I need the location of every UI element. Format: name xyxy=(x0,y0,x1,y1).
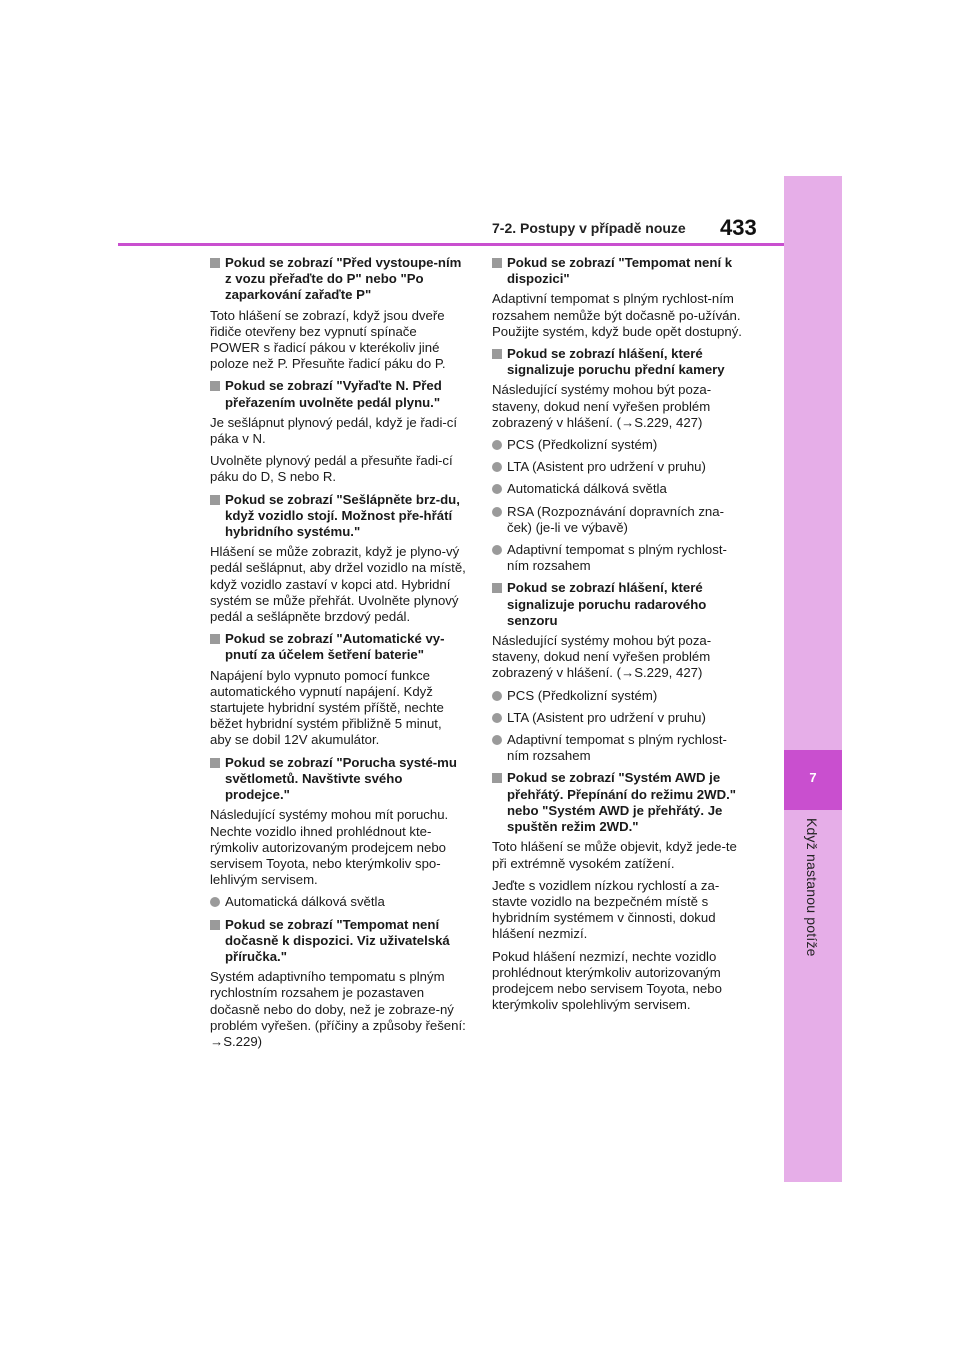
paragraph: Je sešlápnut plynový pedál, když je řadi-cí páka v N. xyxy=(210,414,458,447)
section-heading: Pokud se zobrazí "Automatické vy-pnutí za účelem šetření baterie" xyxy=(210,631,466,663)
section-heading: Pokud se zobrazí hlášení, které signalizuje poruchu radarového senzoru xyxy=(492,580,748,629)
bullet-item: RSA (Rozpoznávání dopravních zna-ček) (je-li ve výbavě) xyxy=(492,504,748,536)
section-heading: Pokud se zobrazí "Vyřaďte N. Před přeřazením uvolněte pedál plynu." xyxy=(210,378,466,410)
section-heading: Pokud se zobrazí "Tempomat není k dispozici" xyxy=(492,255,748,287)
section-title: 7-2. Postupy v případě nouze xyxy=(492,220,686,236)
paragraph: Následující systémy mohou mít poruchu. Nechte vozidlo ihned prohlédnout kte-rýmkoliv autorizovaným prodejcem nebo servisem Toyota, nebo kterýmkoliv spo-lehlivým servisem. xyxy=(210,807,449,888)
paragraph: Následující systémy mohou být poza-staveny, dokud není vyřešen problém zobrazený v hlášení. (→S.229, 427) xyxy=(492,633,712,681)
header-rule xyxy=(118,243,784,246)
left-column xyxy=(210,255,466,1056)
bullet-item: LTA (Asistent pro udržení v pruhu) xyxy=(492,710,748,726)
bullet-item: PCS (Předkolizní systém) xyxy=(492,437,748,453)
bullet-item: Automatická dálková světla xyxy=(492,481,748,497)
bullet-item: LTA (Asistent pro udržení v pruhu) xyxy=(492,459,748,475)
section-heading: Pokud se zobrazí "Před vystoupe-ním z vozu přeřaďte do P" nebo "Po zaparkování zařaďte P" xyxy=(210,255,466,304)
paragraph: Uvolněte plynový pedál a přesuňte řadi-cí páku do D, S nebo R. xyxy=(210,453,453,485)
paragraph: Toto hlášení se zobrazí, když jsou dveře řidiče otevřeny bez vypnutí spínače POWER s řadicí pákou v kterékoliv jiné poloze než P. Přesuňte řadicí páku do P. xyxy=(210,307,446,372)
bullet-item: Adaptivní tempomat s plným rychlost-ním rozsahem xyxy=(492,732,748,764)
paragraph: Systém adaptivního tempomatu s plným rychlostním rozsahem je pozastaven dočasně nebo do doby, než je zobraze-ný problém vyřešen. (příčiny a způsoby řešení: →S.229) xyxy=(210,969,466,1049)
section-heading: Pokud se zobrazí "Tempomat není dočasně k dispozici. Viz uživatelská příručka." xyxy=(210,917,466,966)
paragraph: Pokud hlášení nezmizí, nechte vozidlo prohlédnout kterýmkoliv autorizovaným prodejcem nebo servisem Toyota, nebo kterýmkoliv spolehlivým servisem. xyxy=(492,948,722,1013)
section-heading: Pokud se zobrazí "Systém AWD je přehřátý. Přepínání do režimu 2WD." nebo "Systém AWD je přehřátý. Je spuštěn režim 2WD." xyxy=(492,770,748,835)
chapter-number: 7 xyxy=(809,770,817,785)
page-number: 433 xyxy=(720,215,757,240)
section-heading: Pokud se zobrazí hlášení, které signalizuje poruchu přední kamery xyxy=(492,346,748,378)
bullet-item: Automatická dálková světla xyxy=(210,894,466,910)
bullet-item: PCS (Předkolizní systém) xyxy=(492,688,748,704)
paragraph: Napájení bylo vypnuto pomocí funkce automatického vypnutí napájení. Když startujete hybridní systém příště, nechte běžet hybridní systém přibližně 5 minut, aby se dobil 12V akumulátor. xyxy=(210,667,444,748)
paragraph: Hlášení se může zobrazit, když je plyno-vý pedál sešlápnut, aby držel vozidlo na místě, když vozidlo zastaví v kopci atd. Hybridní systém se může přehřát. Uvolněte plynový pedál a sešlápněte brzdový pedál. xyxy=(210,544,466,625)
right-column xyxy=(492,255,748,1019)
paragraph: Jeďte s vozidlem nízkou rychlostí a za-stavte vozidlo na bezpečném místě s hybridním systémem v činnosti, dokud hlášení nezmizí. xyxy=(492,877,720,942)
paragraph: Toto hlášení se může objevit, když jede-te při extrémně vysokém zatížení. xyxy=(492,839,737,871)
paragraph: Adaptivní tempomat s plným rychlost-ním rozsahem nemůže být dočasně po-užíván. Použijte systém, když bude opět dostupný. xyxy=(492,291,742,339)
chapter-title: Když nastanou potíže xyxy=(804,818,820,957)
section-heading: Pokud se zobrazí "Sešlápněte brz-du, když vozidlo stojí. Možnost pře-hřátí hybridního systému." xyxy=(210,492,466,541)
chapter-sidebar xyxy=(784,176,842,1182)
paragraph: Následující systémy mohou být poza-staveny, dokud není vyřešen problém zobrazený v hlášení. (→S.229, 427) xyxy=(492,382,712,430)
section-heading: Pokud se zobrazí "Porucha systé-mu světlometů. Navštivte svého prodejce." xyxy=(210,755,466,804)
bullet-item: Adaptivní tempomat s plným rychlost-ním rozsahem xyxy=(492,542,748,574)
